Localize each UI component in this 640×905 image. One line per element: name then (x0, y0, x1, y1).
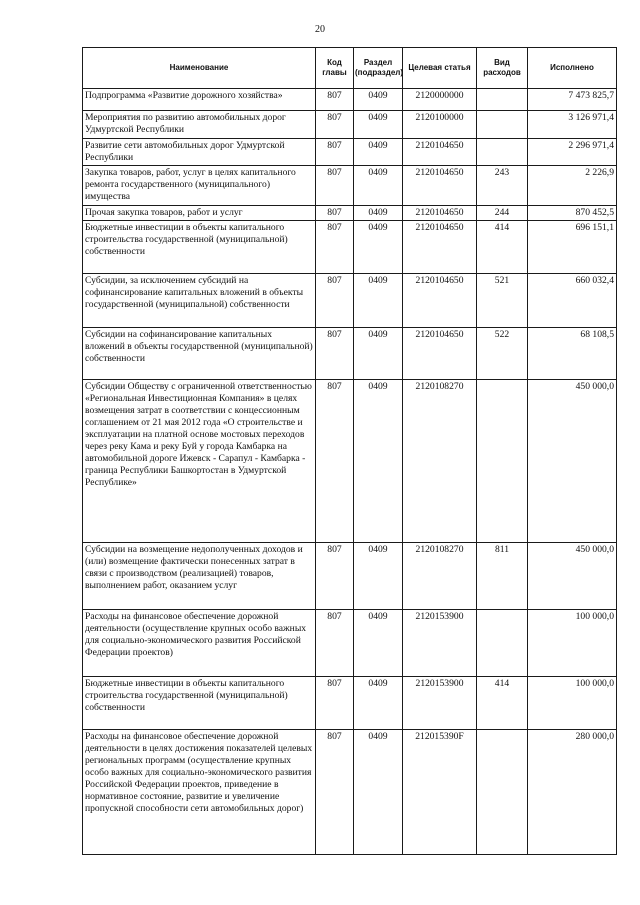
cell-done: 696 151,1 (528, 221, 617, 274)
budget-table (82, 47, 617, 855)
cell-section: 0409 (354, 730, 403, 855)
cell-kind (477, 139, 528, 166)
cell-kind: 414 (477, 221, 528, 274)
cell-done: 100 000,0 (528, 610, 617, 677)
cell-done: 68 108,5 (528, 328, 617, 380)
cell-name: Расходы на финансовое обеспечение дорожной деятельности в целях достижения показателей целевых региональных программ (осуществление крупных особо важных для социально-экономического развития Российской Федерации проектов, приведение в нормативное состояние, развитие и увеличение пропускной способности сети автомобильных дорог) (83, 730, 316, 855)
table-row (83, 380, 617, 543)
cell-done: 3 126 971,4 (528, 111, 617, 139)
page-number: 20 (315, 24, 325, 35)
cell-article: 2120108270 (403, 543, 477, 610)
cell-article: 2120153900 (403, 677, 477, 730)
table-row (83, 730, 617, 855)
cell-done: 7 473 825,7 (528, 89, 617, 111)
cell-kind (477, 610, 528, 677)
cell-article: 212015390F (403, 730, 477, 855)
cell-done: 450 000,0 (528, 380, 617, 543)
cell-kind (477, 730, 528, 855)
cell-article: 2120104650 (403, 166, 477, 206)
cell-section: 0409 (354, 139, 403, 166)
cell-kind: 244 (477, 206, 528, 221)
header-section: Раздел (подраздел) (354, 48, 403, 89)
cell-article: 2120104650 (403, 206, 477, 221)
cell-section: 0409 (354, 221, 403, 274)
cell-code: 807 (316, 610, 354, 677)
cell-kind: 521 (477, 274, 528, 328)
cell-name: Развитие сети автомобильных дорог Удмуртской Республики (83, 139, 316, 166)
cell-name: Расходы на финансовое обеспечение дорожной деятельности (осуществление крупных особо важных для социально-экономического развития Российской Федерации проектов) (83, 610, 316, 677)
header-kind: Вид расходов (477, 48, 528, 89)
cell-code: 807 (316, 328, 354, 380)
cell-name: Субсидии Обществу с ограниченной ответственностью «Региональная Инвестиционная Компания» в целях возмещения затрат в соответствии с концессионным соглашением от 21 мая 2012 года «О строительстве и эксплуатации на платной основе мостовых переходов через реку Кама и реку Буй у города Камбарка на автомобильной дороге Ижевск - Сарапул - Камбарка - граница Республики Башкортостан в Удмуртской Республике» (83, 380, 316, 543)
cell-name: Субсидии на софинансирование капитальных вложений в объекты государственной (муниципальной) собственности (83, 328, 316, 380)
table-row (83, 221, 617, 274)
cell-section: 0409 (354, 328, 403, 380)
table-row (83, 543, 617, 610)
cell-done: 100 000,0 (528, 677, 617, 730)
table-row (83, 610, 617, 677)
cell-code: 807 (316, 206, 354, 221)
cell-code: 807 (316, 543, 354, 610)
table-row (83, 206, 617, 221)
cell-name: Бюджетные инвестиции в объекты капитального строительства государственной (муниципальной) собственности (83, 221, 316, 274)
cell-article: 2120000000 (403, 89, 477, 111)
cell-name: Субсидии, за исключением субсидий на софинансирование капитальных вложений в объекты государственной (муниципальной) собственности (83, 274, 316, 328)
table-row (83, 677, 617, 730)
cell-kind: 811 (477, 543, 528, 610)
cell-section: 0409 (354, 274, 403, 328)
cell-article: 2120100000 (403, 111, 477, 139)
cell-name: Закупка товаров, работ, услуг в целях капитального ремонта государственного (муниципального) имущества (83, 166, 316, 206)
cell-section: 0409 (354, 206, 403, 221)
cell-name: Мероприятия по развитию автомобильных дорог Удмуртской Республики (83, 111, 316, 139)
cell-article: 2120104650 (403, 139, 477, 166)
cell-done: 660 032,4 (528, 274, 617, 328)
cell-code: 807 (316, 274, 354, 328)
cell-code: 807 (316, 139, 354, 166)
header-done: Исполнено (528, 48, 617, 89)
cell-done: 870 452,5 (528, 206, 617, 221)
cell-section: 0409 (354, 89, 403, 111)
table-row (83, 274, 617, 328)
cell-article: 2120104650 (403, 274, 477, 328)
cell-section: 0409 (354, 111, 403, 139)
table-row (83, 139, 617, 166)
cell-kind: 522 (477, 328, 528, 380)
cell-code: 807 (316, 677, 354, 730)
cell-code: 807 (316, 730, 354, 855)
cell-section: 0409 (354, 610, 403, 677)
cell-name: Подпрограмма «Развитие дорожного хозяйства» (83, 89, 316, 111)
header-name: Наименование (83, 48, 316, 89)
cell-done: 2 226,9 (528, 166, 617, 206)
cell-code: 807 (316, 111, 354, 139)
cell-section: 0409 (354, 380, 403, 543)
cell-section: 0409 (354, 677, 403, 730)
cell-name: Субсидии на возмещение недополученных доходов и (или) возмещение фактически понесенных затрат в связи с производством (реализацией) товаров, выполнением работ, оказанием услуг (83, 543, 316, 610)
cell-done: 450 000,0 (528, 543, 617, 610)
cell-code: 807 (316, 380, 354, 543)
cell-done: 280 000,0 (528, 730, 617, 855)
table-row (83, 89, 617, 111)
table-row (83, 111, 617, 139)
cell-name: Прочая закупка товаров, работ и услуг (83, 206, 316, 221)
cell-code: 807 (316, 89, 354, 111)
cell-article: 2120153900 (403, 610, 477, 677)
cell-section: 0409 (354, 543, 403, 610)
cell-article: 2120104650 (403, 328, 477, 380)
cell-code: 807 (316, 221, 354, 274)
cell-article: 2120108270 (403, 380, 477, 543)
cell-done: 2 296 971,4 (528, 139, 617, 166)
cell-kind (477, 380, 528, 543)
table-row (83, 328, 617, 380)
cell-section: 0409 (354, 166, 403, 206)
header-code: Код главы (316, 48, 354, 89)
cell-kind: 414 (477, 677, 528, 730)
cell-kind (477, 89, 528, 111)
header-article: Целевая статья (403, 48, 477, 89)
cell-name: Бюджетные инвестиции в объекты капитального строительства государственной (муниципальной) собственности (83, 677, 316, 730)
table-row (83, 166, 617, 206)
cell-kind (477, 111, 528, 139)
cell-code: 807 (316, 166, 354, 206)
cell-article: 2120104650 (403, 221, 477, 274)
table-header-row (83, 48, 617, 89)
cell-kind: 243 (477, 166, 528, 206)
